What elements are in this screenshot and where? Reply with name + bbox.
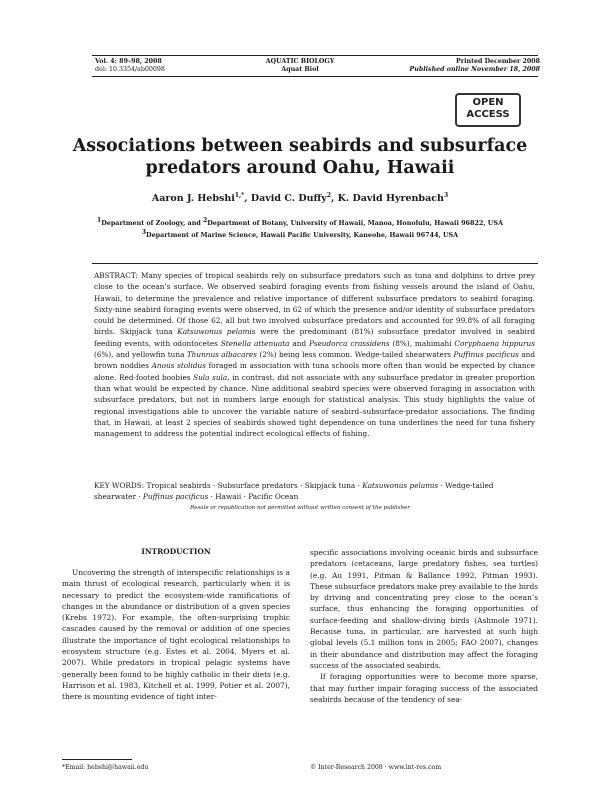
- header-left: [95, 58, 165, 74]
- title-line-1: Associations between seabirds and subsurface: [72, 136, 528, 156]
- title-line-2: predators around Oahu, Hawaii: [145, 158, 455, 178]
- header-right: [410, 58, 540, 74]
- article-title: [60, 135, 540, 179]
- intro-paragraph-3: If foraging opportunities were to become more sparse, that may further impair foraging success of the associated seabirds because of the tendency of sea-: [310, 672, 538, 704]
- affiliation-line-2: [60, 228, 540, 240]
- volume-info: Vol. 4: 89–98, 2008: [95, 58, 162, 65]
- author-hebshi: Aaron J. Hebshi: [151, 193, 235, 205]
- abstract-text: and: [289, 338, 310, 348]
- abstract: [94, 270, 535, 439]
- affil-sup: 3: [141, 229, 147, 237]
- corresponding-email: *Email: hebshi@hawaii.edu: [62, 764, 149, 771]
- keywords-text: · Wedge-tailed shearwater ·: [94, 481, 494, 502]
- journal-abbrev: Aquat Biol: [281, 66, 319, 73]
- header-rule-top: [92, 55, 538, 56]
- copyright: © Inter-Research 2008 · www.int-res.com: [310, 764, 442, 771]
- abstract-text: and brown noddies: [94, 350, 536, 371]
- republication-text: Resale or republication not permitted without written consent of the publisher: [186, 505, 414, 511]
- printed-date: Printed December 2008: [456, 58, 540, 65]
- author-list: Aaron J. Hebshi$^{1,*}$, David C. Duffy$^2$, K. David Hyrenbach$^3$: [151, 192, 449, 205]
- affiliations: [60, 216, 540, 240]
- introduction-heading: INTRODUCTION: [141, 547, 211, 556]
- affiliation-line-1: [60, 216, 540, 228]
- abstract-text: (8%), mahimahi: [389, 338, 455, 348]
- affil-sup: 2: [203, 217, 208, 224]
- header-center: [230, 58, 370, 74]
- species-name: Puffinus pacificus: [453, 350, 519, 360]
- author-sup: 2: [326, 192, 332, 199]
- intro-right-column: [310, 547, 538, 705]
- open-access-line1: OPEN: [472, 97, 504, 108]
- keywords-text: · Hawaii · Pacific Ocean: [208, 492, 299, 502]
- republication-notice: [60, 505, 540, 511]
- author-duffy: David C. Duffy: [250, 193, 327, 205]
- abstract-text: , in contrast, did not associate with any subsurface predator in greater proportion than what would be expected by chance. Nine additional seabird species were observed foraging in association with subsurface predators, but not in numbers large enough for statistical analysis. This study highlights the value of regional investigations able to uncover the variable nature of seabird–subsurface-predator associations. The finding that, in Hawaii, at least 2 species of seabirds showed tight dependence on tuna underlines the need for tuna fishery management to address the potential indirect ecological effects of fishing.: [94, 372, 535, 439]
- doi: doi: 10.3354/ab00098: [95, 66, 165, 73]
- author-sup: 3: [443, 192, 449, 199]
- keyword-species: Puffinus pacificus: [142, 492, 209, 502]
- abstract-text: were the predominant (81%) subsurface predator involved in seabird feeding events, with odontocetes: [94, 327, 535, 348]
- species-name: Anous stolidus: [151, 361, 206, 371]
- footnote-rule: [62, 759, 132, 760]
- keyword-species: Katsuwonus pelamis: [362, 481, 439, 490]
- published-online: Published online November 18, 2008: [409, 66, 540, 73]
- abstract-rule-top: [92, 263, 538, 264]
- intro-paragraph-1: Uncovering the strength of interspecific relationships is a main thrust of ecological research, particularly when it is necessary to predict the ecosystem-wide ramifications of changes in the abundance or distribution of a given species (Krebs 1972). For example, the often-surprising trophic cascades caused by the removal or addition of one species illustrate the importance of tight ecological relationships to ecosystem structure (e.g. Estes et al. 2004, Myers et al. 2007). While predators in tropical pelagic systems have generally been found to be highly catholic in their diets (e.g. Harrison et al. 1983, Kitchell et al. 1999, Potier et al. 2007), there is mounting evidence of tight inter-: [62, 568, 290, 702]
- keywords: [94, 480, 535, 503]
- intro-paragraph-2: specific associations involving oceanic birds and subsurface predators (cetaceans, large predatory fishes, sea turtles) (e.g. Au 1991, Pitman & Ballance 1992, Pitman 1993). These subsurface predators make prey available to the birds by driving and concentrating prey close to the ocean’s surface, thus enhancing the foraging opportunities of surface-feeding and shallow-diving birds (Ashmole 1971). Because tuna, in particular, are harvested at such high global levels (5.1 million tons in 2005; FAO 2007), changes in their abundance and distribution may affect the foraging success of the associated seabirds.: [310, 548, 538, 670]
- affil-text: Department of Zoology, and: [101, 219, 204, 228]
- intro-left-column: [62, 567, 290, 703]
- author-sup: 1,*: [234, 192, 245, 199]
- species-name: Sula sula: [193, 372, 228, 382]
- species-name: Thunnus albacares: [186, 350, 257, 360]
- affil-text: Department of Botany, University of Hawaii, Manoa, Honolulu, Hawaii 96822, USA: [207, 219, 503, 228]
- abstract-text: ABSTRACT: Many species of tropical seabirds rely on subsurface predators such as tuna and dolphins to drive prey close to the ocean’s surface. We observed seabird foraging events from fishing vessels around the island of Oahu, Hawaii, to determine the prevalence and relative importance of different subsurface predators to seabird foraging. Sixty-nine seabird foraging events were observed, in 62 of which the presence and/or identity of subsurface predators could be determined. Of those 62, all but two involved subsurface predators and accounted for 99.8% of all foraging birds. Skipjack tuna: [94, 271, 535, 337]
- open-access-badge: [455, 93, 521, 127]
- abstract-text: (6%), and yellowfin tuna: [94, 350, 187, 360]
- abstract-text: foraged in association with tuna schools more often than would be expected by chance alone. Red-footed boobies: [94, 361, 535, 382]
- species-name: Stenella attenuata: [220, 338, 290, 348]
- open-access-line2: ACCESS: [466, 109, 510, 120]
- species-name: Katsuwonus pelamis: [177, 327, 256, 337]
- header-rule-bottom: [92, 76, 538, 77]
- species-name: Coryphaena hippurus: [454, 338, 535, 348]
- author-hyrenbach: K. David Hyrenbach: [337, 193, 444, 205]
- species-name: Pseudorca crassidens: [309, 338, 390, 348]
- affil-text: Department of Marine Science, Hawaii Pacific University, Kaneohe, Hawaii 96744, USA: [146, 231, 459, 240]
- affil-sup: 1: [97, 217, 102, 224]
- abstract-text: (2%) being less common. Wedge-tailed shearwaters: [257, 350, 454, 360]
- keywords-text: KEY WORDS: Tropical seabirds · Subsurface predators · Skipjack tuna ·: [94, 481, 363, 490]
- journal-name: AQUATIC BIOLOGY: [265, 58, 335, 65]
